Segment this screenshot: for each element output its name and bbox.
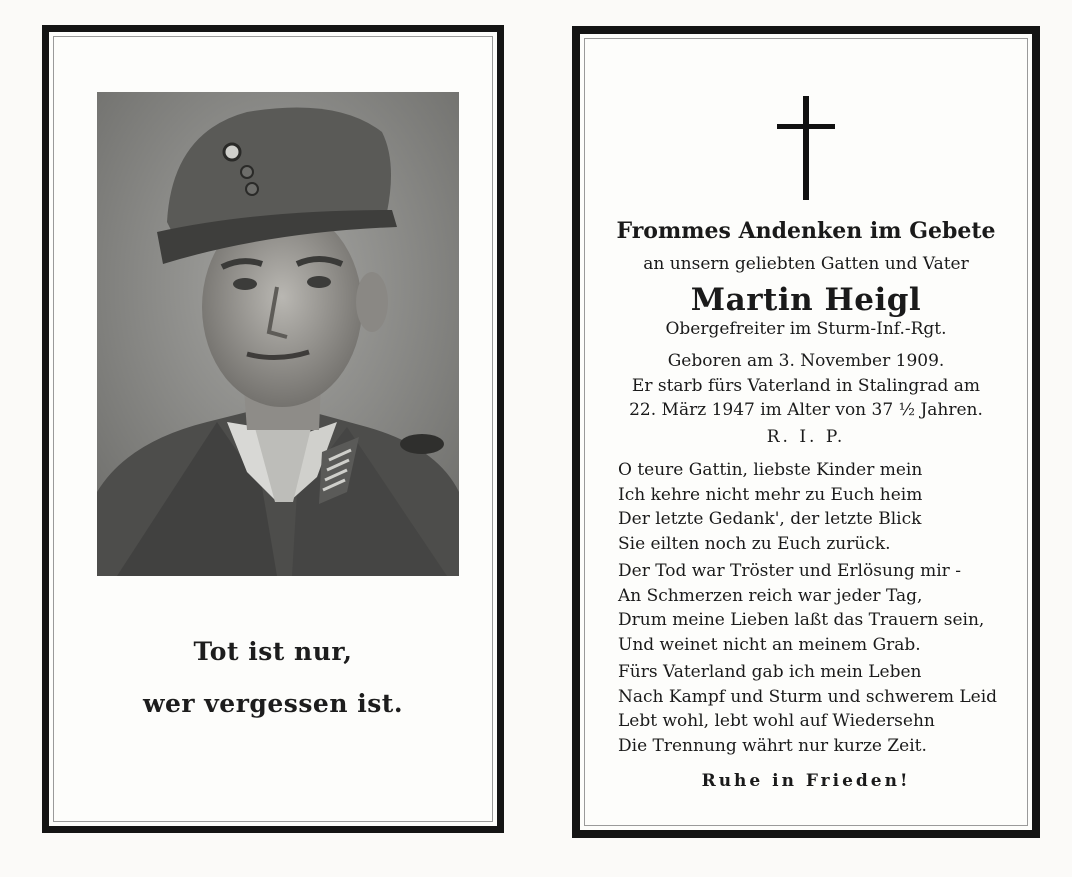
verse-stanza-3 (618, 660, 1038, 758)
portrait-illustration (97, 92, 459, 576)
death-line-1: Er starb fürs Vaterland in Stalingrad am (631, 376, 981, 396)
cross-icon (777, 96, 837, 200)
verse-stanza-1 (618, 458, 1038, 556)
memorial-card-text-side (572, 26, 1040, 838)
verse-line: Fürs Vaterland gab ich mein Leben (618, 662, 922, 682)
verse-line: Nach Kampf und Sturm und schwerem Leid (618, 686, 998, 707)
verse-line: Und weinet nicht an meinem Grab. (618, 634, 921, 655)
card-title: Frommes Andenken im Gebete (616, 218, 996, 244)
verse-line: Die Trennung währt nur kurze Zeit. (618, 735, 927, 756)
birth-date: Geboren am 3. November 1909. (667, 351, 945, 371)
motto-line-1: Tot ist nur, (193, 637, 353, 666)
verse-line: Lebt wohl, lebt wohl auf Wiedersehn (618, 711, 935, 731)
verse-stanza-2 (618, 559, 1038, 657)
verse-line: Ich kehre nicht mehr zu Euch heim (618, 484, 923, 505)
closing-line: Ruhe in Frieden! (701, 771, 911, 791)
military-rank: Obergefreiter im Sturm-Inf.-Rgt. (665, 319, 947, 339)
soldier-portrait-photo (97, 92, 459, 576)
verse-line: An Schmerzen reich war jeder Tag, (618, 585, 923, 606)
motto-line-2: wer vergessen ist. (142, 689, 404, 718)
death-line-2: 22. März 1947 im Alter von 37 ½ Jahren. (629, 400, 983, 420)
rip-line: R. I. P. (766, 427, 846, 447)
verse-line: Der Tod war Tröster und Erlösung mir - (618, 561, 961, 581)
verse-line: Drum meine Lieben laßt das Trauern sein, (618, 610, 985, 630)
verse-line: Sie eilten noch zu Euch zurück. (618, 533, 891, 554)
verse-line: Der letzte Gedank', der letzte Blick (618, 509, 922, 529)
dedication-line: an unsern geliebten Gatten und Vater (643, 254, 969, 274)
deceased-name: Martin Heigl (690, 282, 922, 318)
verse-line: O teure Gattin, liebste Kinder mein (618, 460, 923, 480)
memorial-card-photo-side (42, 25, 504, 833)
